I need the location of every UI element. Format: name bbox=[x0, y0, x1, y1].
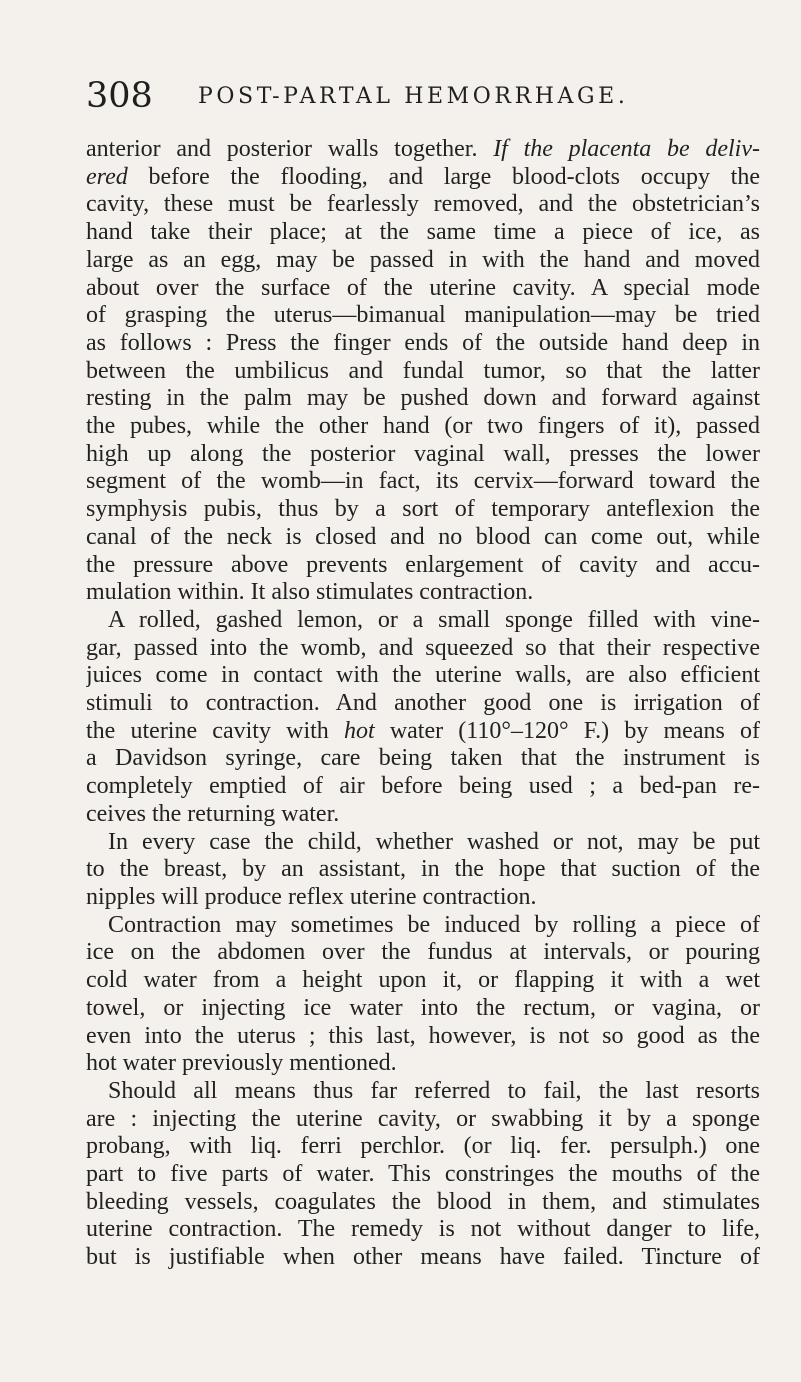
text-line: mulation within. It also stimulates contraction. bbox=[86, 579, 534, 606]
text-line: A rolled, gashed lemon, or a small sponge filled with vine- bbox=[108, 606, 760, 633]
italic-phrase: ered bbox=[86, 163, 128, 190]
text-line: towel, or injecting ice water into the rectum, or vagina, or bbox=[86, 994, 760, 1021]
text-line: hot water previously mentioned. bbox=[86, 1050, 397, 1077]
text-line: segment of the womb—in fact, its cervix—forward toward the bbox=[86, 468, 760, 495]
text-line: stimuli to contraction. And another good one is irrigation of bbox=[86, 690, 760, 717]
running-title: POST-PARTAL HEMORRHAGE. bbox=[198, 84, 629, 109]
page-number: 308 bbox=[86, 76, 153, 116]
text-line: bleeding vessels, coagulates the blood in them, and stimulates bbox=[86, 1188, 760, 1215]
text-line: gar, passed into the womb, and squeezed so that their respective bbox=[86, 634, 760, 661]
text-line: but is justifiable when other means have failed. Tincture of bbox=[86, 1244, 760, 1271]
text-line: anterior and posterior walls together. If the placenta be deliv- bbox=[86, 136, 760, 162]
text-line: hand take their place; at the same time a piece of ice, as bbox=[86, 219, 760, 246]
text-line: In every case the child, whether washed or not, may be put bbox=[108, 828, 760, 855]
text-line: as follows : Press the finger ends of the outside hand deep in bbox=[86, 329, 760, 356]
text-line: resting in the palm may be pushed down and forward against bbox=[86, 385, 760, 412]
text-line: cold water from a height upon it, or flapping it with a wet bbox=[86, 967, 760, 994]
text-line: the pressure above prevents enlargement of cavity and accu- bbox=[86, 551, 760, 578]
text-line: completely emptied of air before being used ; a bed-pan re- bbox=[86, 773, 760, 800]
text-line: probang, with liq. ferri perchlor. (or liq. fer. persulph.) one bbox=[86, 1133, 760, 1160]
text-line: ceives the returning water. bbox=[86, 800, 340, 827]
text-line: even into the uterus ; this last, however, is not so good as the bbox=[86, 1022, 760, 1049]
text-line: of grasping the uterus—bimanual manipulation—may be tried bbox=[86, 302, 760, 329]
text-line: between the umbilicus and fundal tumor, so that the latter bbox=[86, 357, 760, 384]
page-header bbox=[86, 76, 726, 122]
text-line: nipples will produce reflex uterine contraction. bbox=[86, 883, 537, 910]
text-line: the pubes, while the other hand (or two fingers of it), passed bbox=[86, 413, 760, 440]
italic-phrase: hot bbox=[343, 717, 375, 744]
text-line: about over the surface of the uterine cavity. A special mode bbox=[86, 274, 760, 301]
text-line: large as an egg, may be passed in with the hand and moved bbox=[86, 246, 760, 273]
text-line: to the breast, by an assistant, in the hope that suction of the bbox=[86, 856, 760, 883]
text-line: a Davidson syringe, care being taken that the instrument is bbox=[86, 745, 760, 772]
text-line: ice on the abdomen over the fundus at intervals, or pouring bbox=[86, 939, 760, 966]
italic-phrase: If the placenta be deliv- bbox=[493, 136, 760, 162]
text-line: high up along the posterior vaginal wall, presses the lower bbox=[86, 440, 760, 467]
text-line: juices come in contact with the uterine walls, are also efficient bbox=[86, 662, 760, 689]
body-text bbox=[86, 136, 760, 1272]
text-line: part to five parts of water. This constringes the mouths of the bbox=[86, 1161, 760, 1188]
text-line: symphysis pubis, thus by a sort of temporary anteflexion the bbox=[86, 496, 760, 523]
text-line: the uterine cavity with hot water (110°–120° F.) by means of bbox=[86, 717, 760, 744]
text-line: are : injecting the uterine cavity, or swabbing it by a sponge bbox=[86, 1105, 760, 1132]
text-line: Contraction may sometimes be induced by rolling a piece of bbox=[108, 911, 760, 938]
text-line: uterine contraction. The remedy is not without danger to life, bbox=[86, 1216, 760, 1243]
text-line: canal of the neck is closed and no blood can come out, while bbox=[86, 523, 760, 550]
text-line: cavity, these must be fearlessly removed, and the obstetrician’s bbox=[86, 191, 760, 218]
text-line: Should all means thus far referred to fail, the last resorts bbox=[108, 1077, 760, 1104]
text-line: ered before the flooding, and large blood-clots occupy the bbox=[86, 163, 760, 190]
